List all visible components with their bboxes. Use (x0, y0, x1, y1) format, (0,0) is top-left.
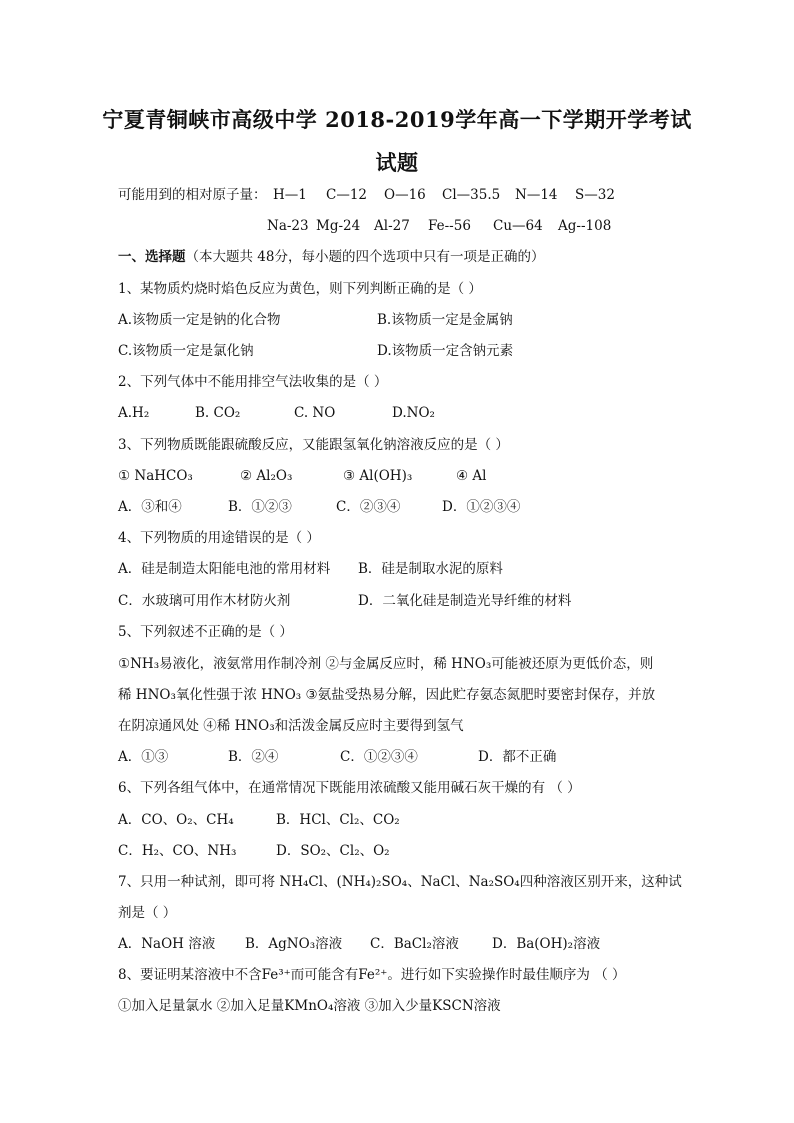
question-1-stem: 1、某物质灼烧时焰色反应为黄色，则下列判断正确的是（ ） (118, 281, 482, 297)
q1-option-d: D.该物质一定含钠元素 (377, 343, 514, 359)
q4-option-c: C．水玻璃可用作木材防火剂 (118, 593, 291, 609)
q8-items: ①加入足量氯水 ②加入足量KMnO₄溶液 ③加入少量KSCN溶液 (118, 998, 501, 1014)
atomic-mass-label: 可能用到的相对原子量： (118, 187, 267, 203)
q5-body-line: 稀 HNO₃氧化性强于浓 HNO₃ ③氨盐受热易分解，因此贮存氨态氮肥时要密封保存，并放 (118, 687, 656, 703)
section-heading (118, 247, 688, 267)
q3-option-c: C．②③④ (336, 499, 401, 515)
atomic-mass-item: Fe--56 (428, 218, 471, 234)
question-6-stem: 6、下列各组气体中，在通常情况下既能用浓硫酸又能用碱石灰干燥的有 （ ） (118, 780, 581, 796)
page-title-line2: 试题 (375, 150, 419, 175)
q7-option-a: A．NaOH 溶液 (118, 936, 216, 952)
section-heading-note: （本大题共 48分，每小题的四个选项中只有一项是正确的） (185, 249, 545, 265)
q4-option-b: B．硅是制取水泥的原料 (358, 561, 503, 577)
question-2-stem: 2、下列气体中不能用排空气法收集的是（ ） (118, 374, 388, 390)
page-title: 宁夏青铜峡市高级中学 2018-2019学年高一下学期开学考试 (102, 107, 692, 132)
q1-option-b: B.该物质一定是金属钠 (377, 312, 513, 328)
q2-option-a: A.H₂ (118, 405, 150, 421)
q5-option-d: D．都不正确 (478, 749, 557, 765)
q2-option-c: C. NO (294, 405, 336, 421)
atomic-mass-item: O—16 (384, 187, 426, 203)
q1-option-c: C.该物质一定是氯化钠 (118, 343, 254, 359)
q5-option-c: C．①②③④ (340, 749, 418, 765)
q3-option-a: A．③和④ (118, 499, 182, 515)
atomic-mass-item: Ag--108 (558, 218, 612, 234)
q3-item: ① NaHCO₃ (118, 468, 193, 484)
question-4-stem: 4、下列物质的用途错误的是（ ） (118, 530, 320, 546)
section-heading-title: 一、选择题 (118, 249, 186, 265)
q5-option-a: A．①③ (118, 749, 169, 765)
q7-option-d: D．Ba(OH)₂溶液 (492, 936, 601, 952)
question-3-stem: 3、下列物质既能跟硫酸反应，又能跟氢氧化钠溶液反应的是（ ） (118, 437, 509, 453)
atomic-mass-item: Na-23 (267, 218, 309, 234)
atomic-mass-item: H—1 (273, 187, 307, 203)
q1-option-a: A.该物质一定是钠的化合物 (118, 312, 281, 328)
atomic-mass-item: Cu—64 (493, 218, 543, 234)
atomic-mass-item: C—12 (326, 187, 368, 203)
q3-item: ④ Al (456, 468, 487, 484)
question-5-stem: 5、下列叙述不正确的是（ ） (118, 624, 293, 640)
question-8-stem: 8、要证明某溶液中不含Fe³⁺而可能含有Fe²⁺。进行如下实验操作时最佳顺序为 （ ） (118, 967, 626, 983)
q4-option-a: A．硅是制造太阳能电池的常用材料 (118, 561, 331, 577)
q6-option-c: C．H₂、CO、NH₃ (118, 843, 237, 859)
atomic-mass-item: N—14 (515, 187, 558, 203)
q2-option-b: B. CO₂ (195, 405, 241, 421)
q6-option-d: D．SO₂、Cl₂、O₂ (276, 843, 390, 859)
q5-body-line: ①NH₃易液化，液氨常用作制冷剂 ②与金属反应时，稀 HNO₃可能被还原为更低价态，则 (118, 656, 654, 672)
q6-option-b: B．HCl、Cl₂、CO₂ (276, 812, 400, 828)
atomic-mass-item: S—32 (575, 187, 615, 203)
q6-option-a: A．CO、O₂、CH₄ (118, 812, 234, 828)
atomic-mass-item: Al-27 (374, 218, 410, 234)
q3-item: ② Al₂O₃ (240, 468, 293, 484)
atomic-mass-item: Cl—35.5 (442, 187, 501, 203)
q3-option-d: D．①②③④ (442, 499, 521, 515)
q2-option-d: D.NO₂ (392, 405, 435, 421)
q7-option-b: B．AgNO₃溶液 (245, 936, 343, 952)
q3-option-b: B．①②③ (228, 499, 292, 515)
atomic-mass-item: Mg-24 (316, 218, 361, 234)
q4-option-d: D．二氧化硅是制造光导纤维的材料 (358, 593, 572, 609)
q5-body-line: 在阴凉通风处 ④稀 HNO₃和活泼金属反应时主要得到氢气 (118, 718, 464, 734)
question-7-stem: 7、只用一种试剂，即可将 NH₄Cl、(NH₄)₂SO₄、NaCl、Na₂SO₄四种溶液区别开来，这种试 (118, 874, 682, 890)
q5-option-b: B．②④ (228, 749, 279, 765)
q3-item: ③ Al(OH)₃ (343, 468, 413, 484)
q7-option-c: C．BaCl₂溶液 (370, 936, 459, 952)
question-7-stem-line2: 剂是（ ） (118, 905, 177, 921)
